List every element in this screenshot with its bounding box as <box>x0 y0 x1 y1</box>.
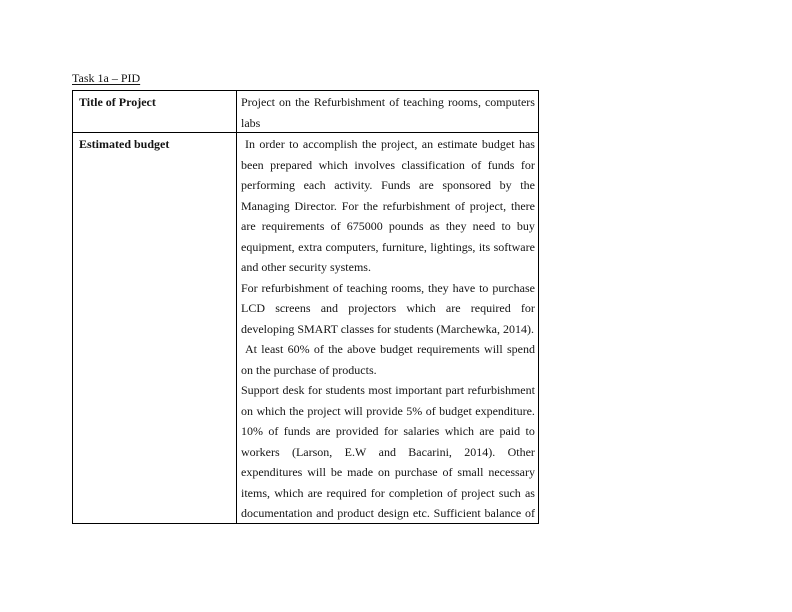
text-line: equipment, extra computers, furniture, lightings, its software <box>241 239 535 254</box>
text-line: are requirements of 675000 pounds as they need to buy <box>241 219 535 233</box>
text-line: documentation and product design etc. Sufficient balance of <box>241 506 535 520</box>
text-line: expenditures will be made on purchase of small necessary <box>241 465 535 479</box>
text-line: workers (Larson, E.W and Bacarini, 2014). Other <box>241 444 535 459</box>
text-line: performing each activity. Funds are sponsored by the <box>241 178 535 192</box>
text-line: 10% of funds are provided for salaries which are paid to <box>241 424 535 438</box>
text-line: For refurbishment of teaching rooms, they have to purchase <box>241 280 535 295</box>
table-row-estimated-budget <box>73 133 538 523</box>
project-table <box>72 90 539 524</box>
text-line: Managing Director. For the refurbishment of project, there <box>241 198 535 213</box>
text-line: been prepared which involves classification of funds for <box>241 157 535 172</box>
text-line: developing SMART classes for students (Marchewka, 2014). <box>241 321 535 336</box>
task-heading: Task 1a – PID <box>72 71 141 85</box>
table-row-title-of-project <box>73 91 538 133</box>
row-content-estimated-budget <box>237 133 538 523</box>
row-content-title-of-project <box>237 91 538 132</box>
text-line: labs <box>241 115 261 130</box>
text-line: on the purchase of products. <box>241 362 377 377</box>
text-line: on which the project will provide 5% of budget expenditure. <box>241 403 535 418</box>
text-line: Support desk for students most important part refurbishment <box>241 383 535 397</box>
text-line: Project on the Refurbishment of teaching rooms, computers <box>241 95 535 109</box>
text-line: items, which are required for completion of project such as <box>241 485 535 500</box>
text-line: LCD screens and projectors which are required for <box>241 301 535 315</box>
text-line: In order to accomplish the project, an estimate budget has <box>245 137 535 151</box>
row-label-estimated-budget: Estimated budget <box>73 133 237 523</box>
text-line: and other security systems. <box>241 260 371 274</box>
row-label-title-of-project: Title of Project <box>73 91 237 132</box>
text-line: At least 60% of the above budget requirements will spend <box>245 342 535 356</box>
